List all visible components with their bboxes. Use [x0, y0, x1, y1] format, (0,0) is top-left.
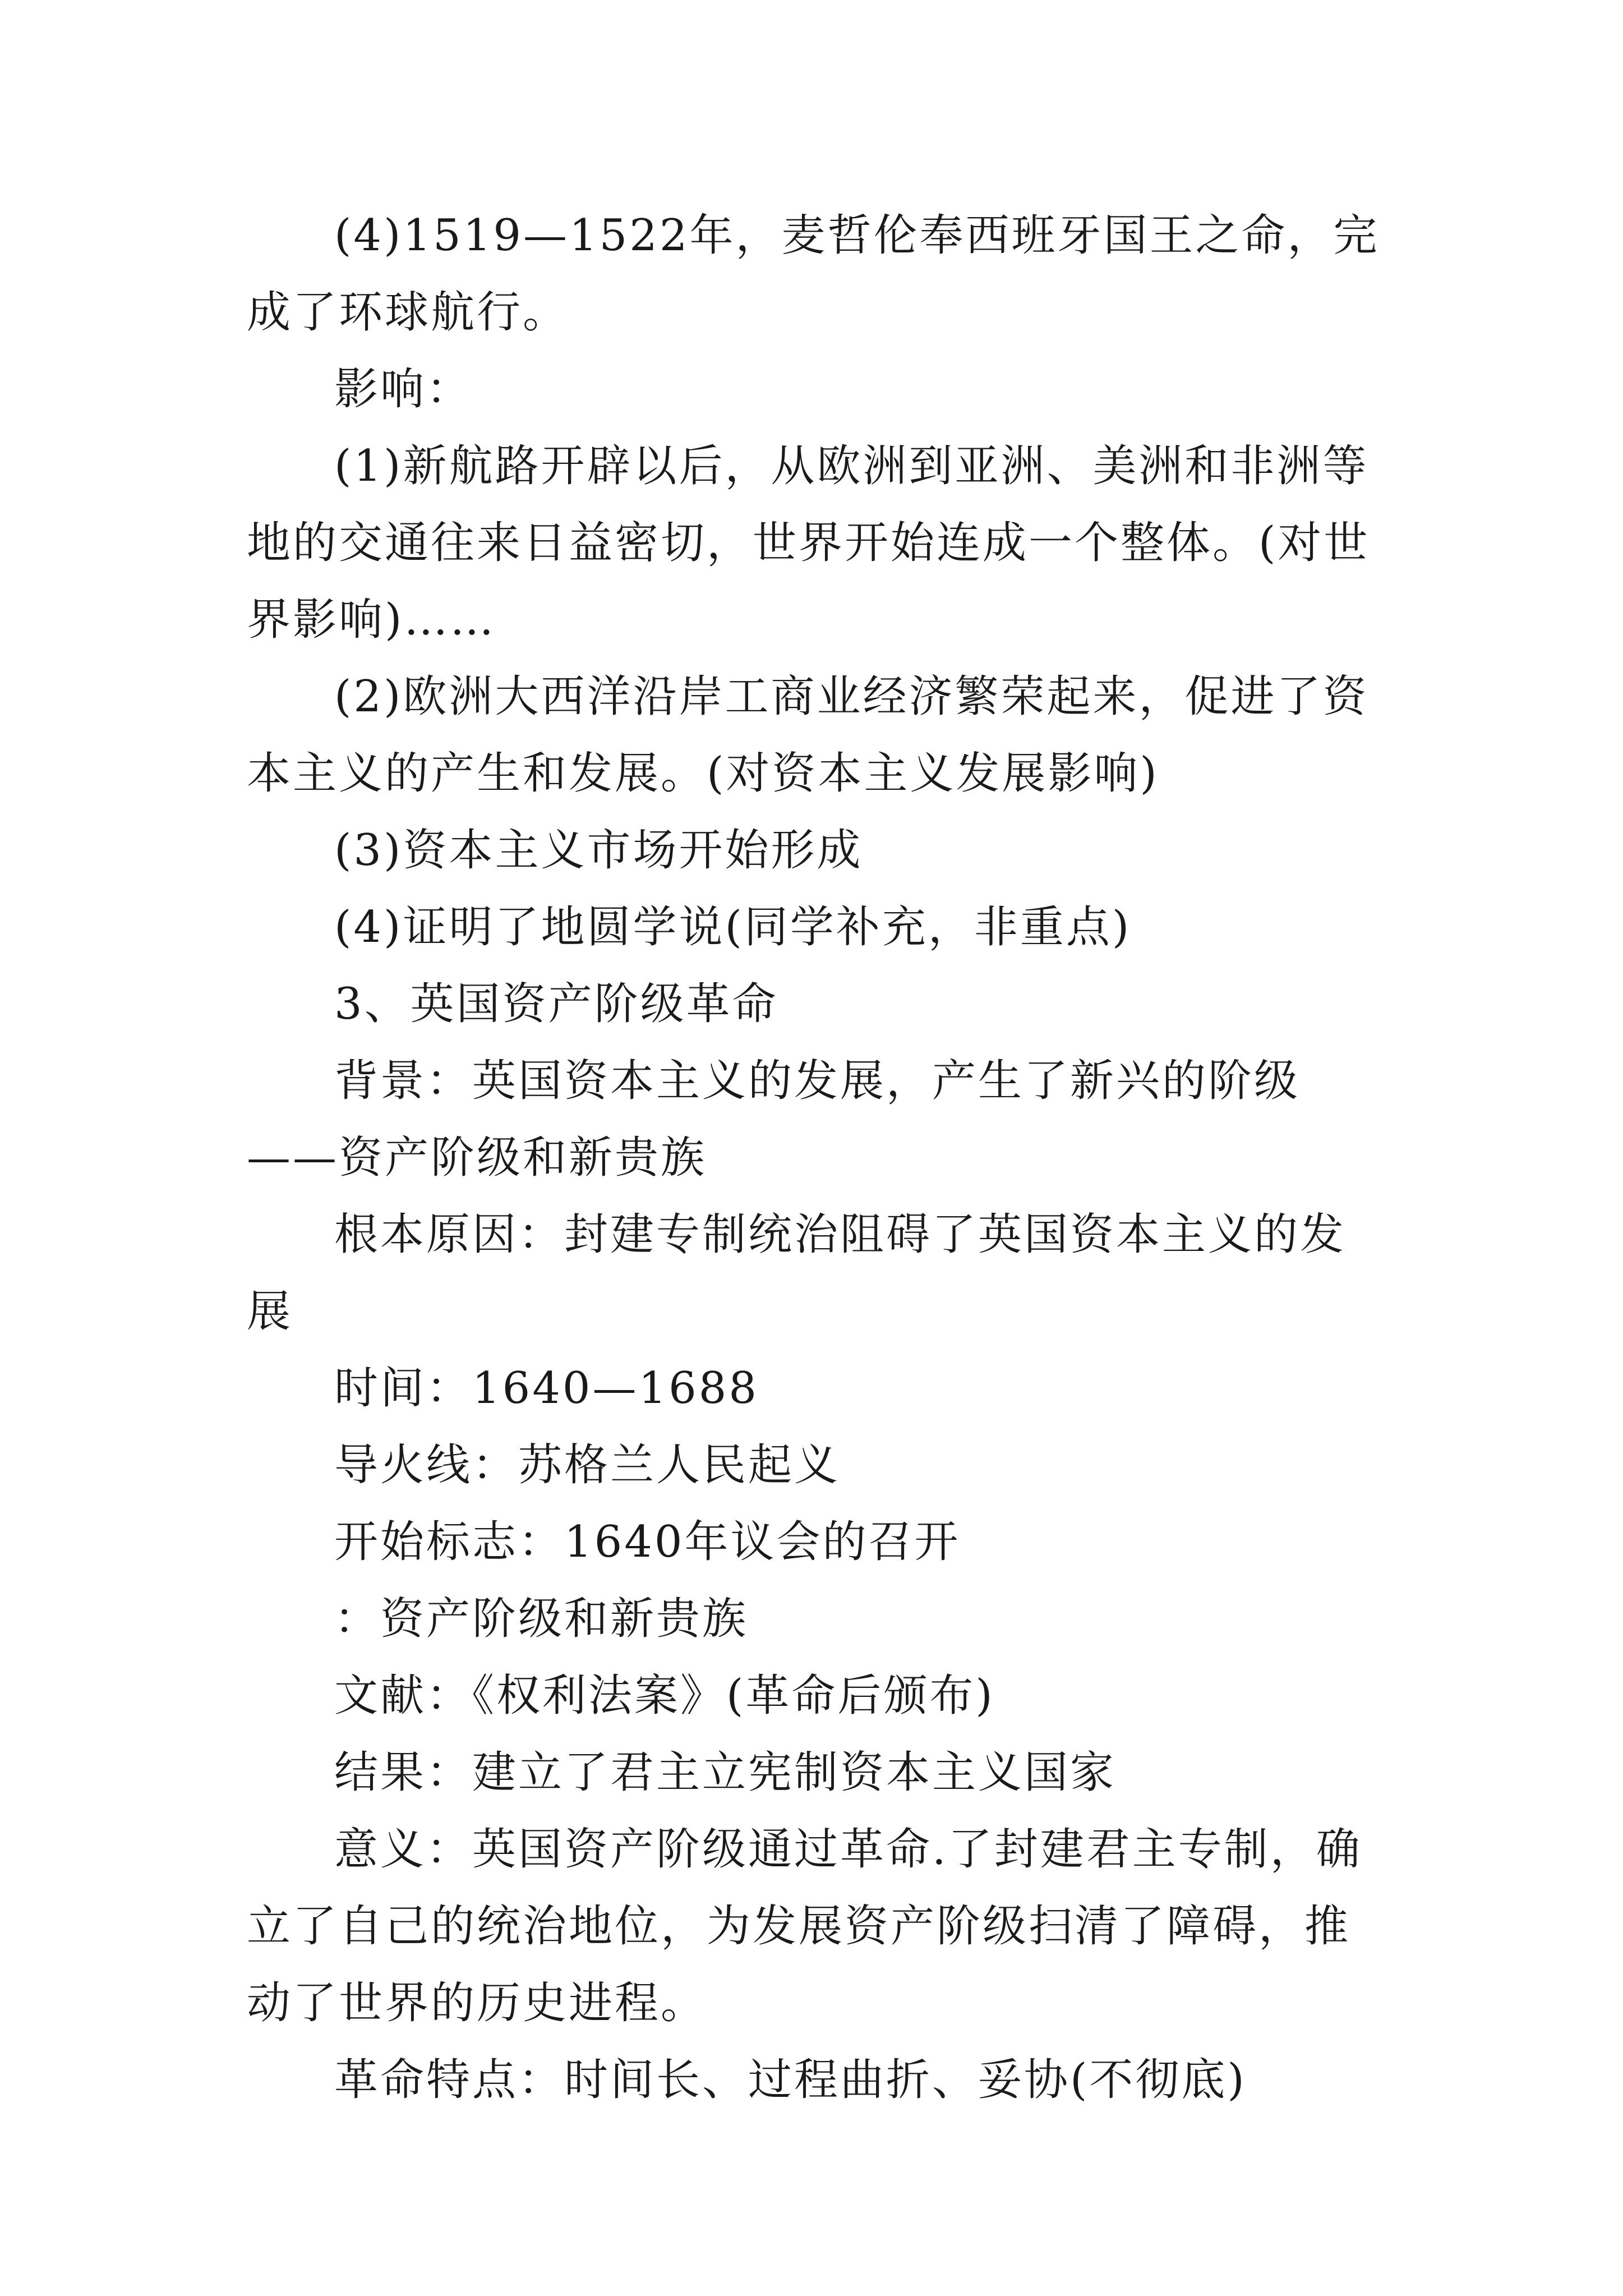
- paragraph-result: 结果：建立了君主立宪制资本主义国家: [334, 1747, 1117, 1798]
- paragraph-impact-2: (2)欧洲大西洋沿岸工商业经济繁荣起来，促进了资本主义的产生和发展。(对资本主义发展影响): [247, 671, 1369, 799]
- paragraph-time: 时间：1640—1688: [334, 1363, 759, 1414]
- paragraph-impact-3: (3)资本主义市场开始形成: [334, 825, 863, 876]
- paragraph-background: 背景：英国资本主义的发展，产生了新兴的阶级——资产阶级和新贵族: [247, 1056, 1301, 1183]
- paragraph-impact-1: (1)新航路开辟以后，从欧洲到亚洲、美洲和非洲等地的交通往来日益密切，世界开始连成一个整体。(对世界影响)……: [247, 441, 1370, 645]
- document-body: [247, 197, 1385, 2119]
- paragraph-leaders: ：资产阶级和新贵族: [334, 1594, 749, 1644]
- paragraph-start-sign: 开始标志：1640年议会的召开: [334, 1517, 961, 1567]
- paragraph-impact-heading: 影响：: [334, 364, 473, 415]
- paragraph-features: 革命特点：时间长、过程曲折、妥协(不彻底): [334, 2055, 1247, 2105]
- paragraph-trigger: 导火线：苏格兰人民起义: [334, 1440, 841, 1490]
- paragraph-significance: 意义：英国资产阶级通过革命.了封建君主专制，确立了自己的统治地位，为发展资产阶级扫清了障碍，推动了世界的历史进程。: [247, 1824, 1362, 2028]
- paragraph-root-cause: 根本原因：封建专制统治阻碍了英国资本主义的发展: [247, 1209, 1347, 1337]
- paragraph-magellan-voyage: (4)1519—1522年，麦哲伦奉西班牙国王之命，完成了环球航行。: [247, 210, 1380, 338]
- paragraph-impact-4: (4)证明了地圆学说(同学补充，非重点): [334, 902, 1132, 953]
- section-heading-english-revolution: 3、英国资产阶级革命: [334, 979, 778, 1029]
- paragraph-document: 文献：《权利法案》(革命后颁布): [334, 1671, 995, 1721]
